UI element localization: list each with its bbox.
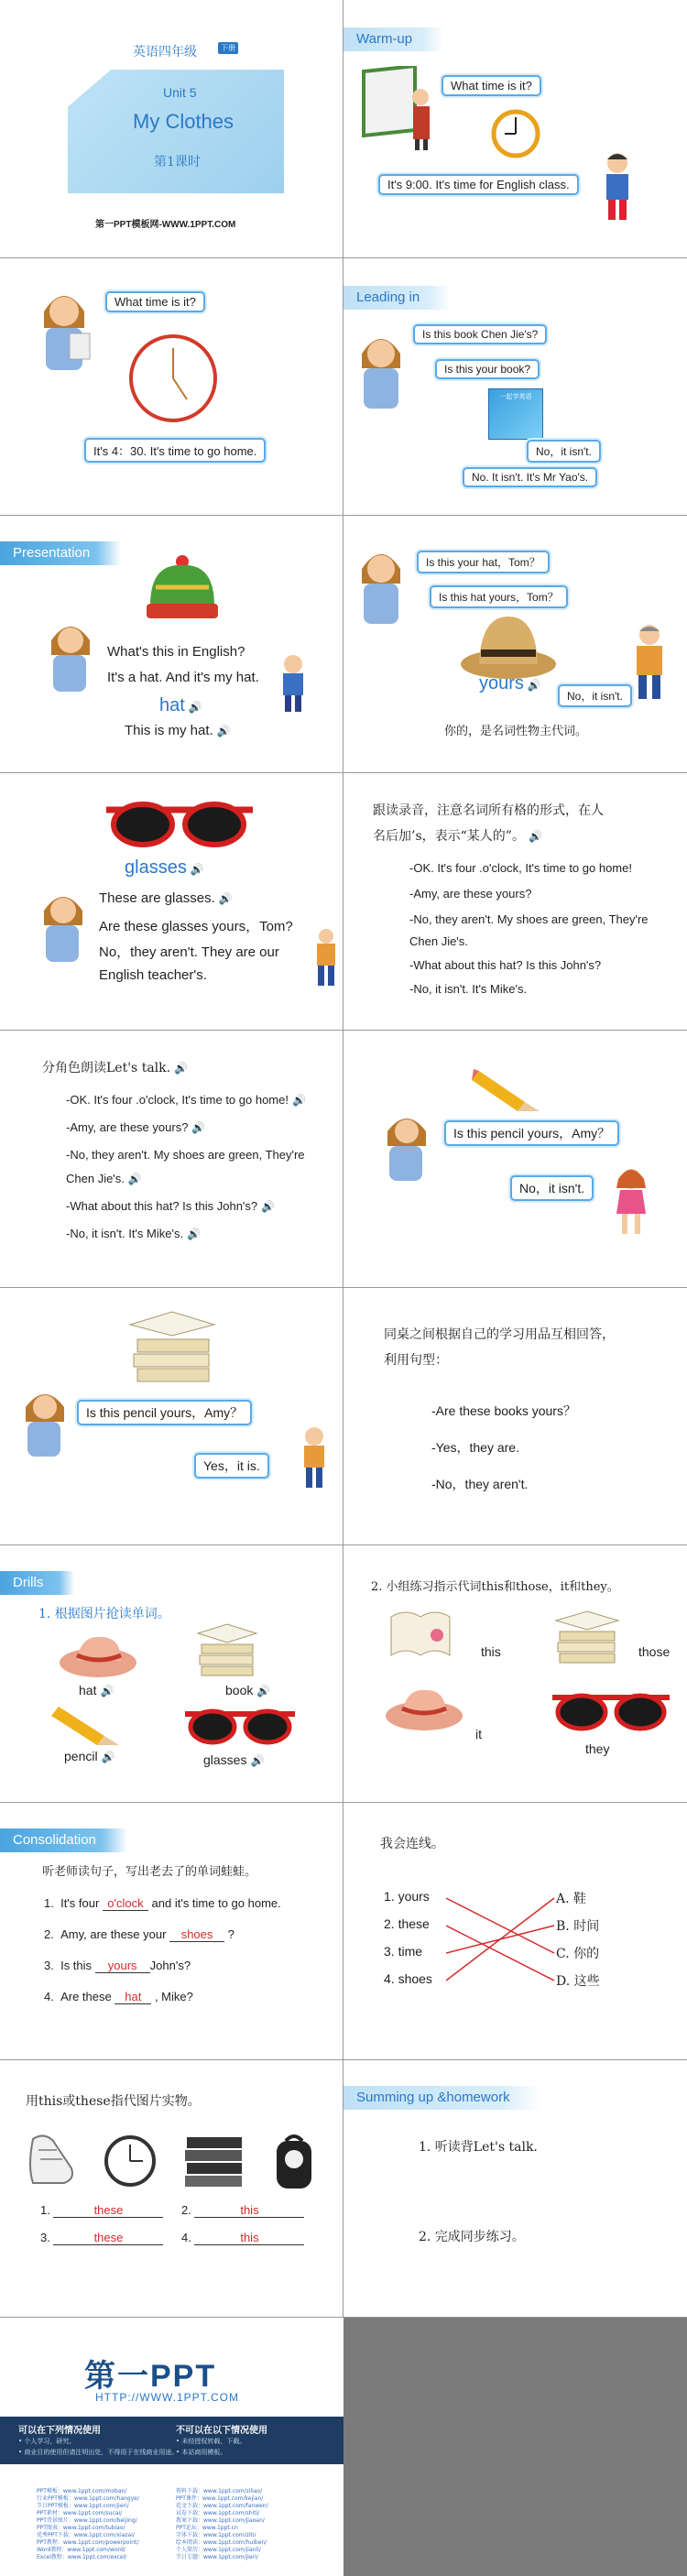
footer-link[interactable]: PPT课件：www.1ppt.com/kejian/ (176, 2495, 264, 2502)
slide-role-play[interactable] (0, 1031, 343, 1288)
footer-link[interactable]: Word教程：www.1ppt.com/word/ (37, 2547, 125, 2553)
fill-item: 2. Amy, are these your shoes ? (44, 1927, 234, 1941)
speaker-icon[interactable]: 🔊 (250, 1754, 265, 1767)
footer-link[interactable]: PPT教程：www.1ppt.com/powerpoint/ (37, 2539, 139, 2546)
teacher-illustration (378, 1109, 435, 1183)
boy-illustration (278, 653, 309, 714)
pencil-question-bubble: Is this pencil yours，Amy？ (77, 1400, 252, 1425)
match-right-item[interactable]: A. 鞋 (556, 1892, 587, 1906)
glasses-line-3: No，they aren't. They are our (99, 944, 279, 960)
word-glasses: glasses 🔊 (125, 857, 204, 878)
this-those-intro: 2. 小组练习指示代词this和those，it和they。 (371, 1580, 619, 1594)
boy-illustration (299, 1425, 330, 1490)
glasses-icon (552, 1688, 670, 1732)
books-icon (181, 2132, 247, 2192)
teacher-illustration (40, 617, 101, 692)
footer-link[interactable]: 优秀PPT下载：www.1ppt.com/xiazai/ (37, 2532, 135, 2538)
slide-leadin[interactable] (344, 258, 687, 516)
cover-grade-tag: 下册 (218, 42, 238, 54)
books-icon (125, 1308, 220, 1387)
pencil-question-bubble: Is this pencil yours，Amy？ (444, 1120, 619, 1146)
speaker-icon[interactable]: 🔊 (216, 725, 231, 737)
answer-item: 2. this (181, 2203, 304, 2218)
matching-intro: 我会连线。 (380, 1837, 444, 1851)
label-it: it (475, 1727, 482, 1741)
footer-link[interactable]: 绘本阅读：www.1ppt.com/huiben/ (176, 2539, 267, 2546)
glasses-icon (185, 1705, 295, 1747)
word-hat: hat 🔊 (159, 695, 202, 715)
answer-blank[interactable]: yours (95, 1959, 150, 1973)
answer-blank[interactable]: this (194, 2231, 304, 2245)
usage-allowed-2: • 商业目的使用但请注明出处，不得用于在线商业用途。 (18, 2449, 179, 2456)
footer-link[interactable]: PPT图表：www.1ppt.com/tubiao/ (37, 2525, 125, 2531)
match-right-item[interactable]: D. 这些 (556, 1974, 600, 1989)
teacher-illustration (16, 1385, 73, 1458)
time-question-bubble: What time is it? (105, 291, 205, 312)
hat-icon (143, 554, 222, 628)
match-right-item[interactable]: C. 你的 (556, 1947, 600, 1961)
label-those: those (638, 1644, 671, 1659)
shoe-icon (26, 2130, 77, 2190)
answer-blank[interactable]: these (53, 2231, 163, 2245)
word-yours: yours 🔊 (479, 673, 541, 693)
empty-slide-area (344, 2318, 687, 2576)
glasses-line-1: These are glasses. 🔊 (99, 890, 233, 906)
presentation-answer: It's a hat. And it's my hat. (107, 670, 259, 685)
summary-line-2: 2. 完成同步练习。 (419, 2230, 525, 2244)
usage-forbidden-2: • 本站商用模板。 (176, 2449, 227, 2456)
roleplay-intro: 分角色朗读Let's talk. 🔊 (42, 1061, 189, 1075)
slide-follow-reading[interactable] (344, 773, 687, 1031)
girl-illustration (613, 1166, 649, 1236)
clock-board-illustration (360, 66, 431, 150)
clock-icon (490, 106, 541, 161)
footer-link[interactable]: PPT论坛：www.1ppt.cn (176, 2525, 238, 2531)
presentation-question: What's this in English? (107, 644, 245, 660)
footer-link[interactable]: PPT背景图片：www.1ppt.com/beijing/ (37, 2517, 137, 2524)
footer-link[interactable]: 个人简历：www.1ppt.com/jianli/ (176, 2547, 261, 2553)
teacher-illustration (27, 284, 101, 372)
books-icon (552, 1610, 622, 1670)
answer-blank[interactable]: o'clock (103, 1896, 148, 1911)
match-right-item[interactable]: B. 时间 (556, 1919, 600, 1934)
pair-line-2: -Yes，they are. (431, 1440, 519, 1455)
glasses-line-4: English teacher's. (99, 967, 207, 983)
usage-allowed-1: • 个人学习，研究。 (18, 2438, 76, 2445)
footer-link[interactable]: 教案下载：www.1ppt.com/jiaoan/ (176, 2517, 265, 2524)
slide-presentation[interactable] (0, 516, 343, 773)
leadin-a2-bubble: No. It isn't. It's Mr Yao's. (463, 467, 597, 487)
usage-forbidden-1: • 未经授权转载、下载。 (176, 2438, 246, 2445)
drills-tag: Drills (0, 1571, 74, 1595)
pair-line-1: -Are these books yours？ (431, 1403, 576, 1418)
dialogue-line: -OK. It's four .o'clock, It's time to go home! (409, 861, 632, 875)
dialogue-line: -Amy, are these yours? 🔊 (66, 1120, 206, 1134)
teacher-illustration (349, 543, 413, 624)
speaker-icon[interactable]: 🔊 (528, 830, 542, 843)
presentation-sentence: This is my hat. 🔊 (125, 723, 231, 738)
slide-drills[interactable] (0, 1545, 343, 1803)
teacher-illustration (33, 887, 93, 964)
slide-pencil-no[interactable] (344, 1031, 687, 1288)
links-right (176, 2488, 313, 2561)
slide-pair-practice[interactable] (344, 1288, 687, 1545)
drill-word: glasses 🔊 (203, 1752, 265, 1767)
leadin-a1-bubble: No，it isn't. (527, 440, 601, 463)
drills-intro: 1. 根据图片抢读单词。 (38, 1607, 170, 1621)
slide-summary[interactable] (344, 2060, 687, 2318)
summary-line-1: 1. 听读背Let's talk. (419, 2140, 538, 2155)
dialogue-line: -What about this hat? Is this John's? 🔊 (66, 1199, 276, 1213)
pair-intro-1: 同桌之间根据自己的学习用品互相回答， (384, 1327, 615, 1342)
speaker-icon[interactable]: 🔊 (256, 1685, 271, 1697)
speaker-icon[interactable]: 🔊 (291, 1094, 306, 1107)
summary-tag: Summing up &homework (344, 2086, 541, 2110)
dialogue-line: -No, it isn't. It's Mike's. 🔊 (66, 1227, 202, 1240)
backpack-icon (271, 2132, 317, 2192)
yours-note: 你的，是名词性物主代词。 (444, 725, 588, 738)
warmup-answer-bubble: It's 9:00. It's time for English class. (378, 174, 579, 195)
speaker-icon[interactable]: 🔊 (218, 892, 233, 905)
dialogue-line: -No, they aren't. My shoes are green, They're (66, 1148, 305, 1162)
pencil-yes-bubble: Yes，it is. (194, 1453, 269, 1479)
man-illustration (629, 622, 670, 701)
fill-item: 3. Is this yours John's? (44, 1959, 191, 1972)
glasses-line-2: Are these glasses yours，Tom? (99, 919, 293, 934)
footer-link[interactable]: Excel教程：www.1ppt.com/excel/ (37, 2554, 127, 2560)
hat-icon (382, 1683, 466, 1734)
slide-matching[interactable] (344, 1803, 687, 2060)
hat-icon (459, 611, 558, 682)
footer-link[interactable]: 字体下载：www.1ppt.com/ziti/ (176, 2532, 256, 2538)
consolidation-tag: Consolidation (0, 1828, 127, 1852)
speaker-icon[interactable]: 🔊 (187, 1228, 202, 1240)
dialogue-line: -No, it isn't. It's Mike's. (409, 982, 528, 996)
pencil-answer-bubble: No，it isn't. (510, 1175, 594, 1201)
pencil-icon (472, 1062, 541, 1113)
speaker-icon[interactable]: 🔊 (261, 1200, 276, 1213)
glasses-icon (106, 795, 253, 850)
answer-item: 1. these (40, 2203, 163, 2218)
time-answer-bubble: It's 4：30. It's time to go home. (84, 438, 266, 463)
leadin-q1-bubble: Is this book Chen Jie's? (413, 324, 547, 344)
warmup-question-bubble: What time is it? (442, 75, 541, 96)
answer-item: 3. these (40, 2231, 163, 2245)
leadin-tag: Leading in (344, 286, 451, 310)
boy-illustration (598, 150, 637, 224)
speaker-icon[interactable]: 🔊 (127, 1173, 142, 1185)
cover-grade: 英语四年级 (133, 45, 197, 60)
footer-link[interactable]: 行业PPT模板：www.1ppt.com/hangye/ (37, 2495, 139, 2502)
man-illustration (313, 927, 339, 988)
brand-logo: 第一PPT (84, 2359, 217, 2394)
footer-link[interactable]: 资料下载：www.1ppt.com/ziliao/ (176, 2488, 263, 2494)
dialogue-line: -What about this hat? Is this John's? (409, 958, 602, 972)
clock-icon (126, 332, 220, 425)
match-left-item[interactable]: 1. yours (384, 1889, 430, 1904)
slide-pencil-yes[interactable] (0, 1288, 343, 1545)
brand-url[interactable]: HTTP://WWW.1PPT.COM (95, 2391, 239, 2404)
usage-allowed-title: 可以在下列情况使用 (18, 2426, 101, 2436)
answer-blank[interactable]: shoes (169, 1927, 224, 1942)
consolidation-intro: 听老师读句子，写出老去了的单词蛙蛙。 (42, 1865, 257, 1879)
slide-this-these[interactable] (0, 2060, 343, 2318)
cover-site: 第一PPT模板网-WWW.1PPT.COM (95, 220, 236, 230)
match-left-item[interactable]: 3. time (384, 1944, 423, 1959)
slide-warmup[interactable] (344, 0, 687, 257)
book-icon (386, 1604, 455, 1661)
match-left-item[interactable]: 2. these (384, 1916, 430, 1931)
brand-usage-band (0, 2417, 344, 2464)
cover-lesson: 第1课时 (154, 155, 201, 169)
teacher-illustration (349, 328, 413, 410)
cover-unit: Unit 5 (163, 85, 197, 100)
answer-blank[interactable]: hat (114, 1990, 151, 2004)
speaker-icon[interactable]: 🔊 (188, 701, 202, 714)
this-these-intro: 用this或these指代图片实物。 (26, 2094, 201, 2109)
warmup-tag: Warm-up (344, 27, 443, 51)
dialogue-line: -OK. It's four .o'clock, It's time to go home! 🔊 (66, 1093, 306, 1107)
slide-consolidation[interactable] (0, 1803, 343, 2060)
match-left-item[interactable]: 4. shoes (384, 1971, 432, 1986)
presentation-tag: Presentation (0, 541, 121, 565)
dialogue-line: -Amy, are these yours? (409, 887, 532, 901)
fill-item: 4. Are these hat , Mike? (44, 1990, 193, 2003)
slide-this-those[interactable] (344, 1545, 687, 1803)
answer-item: 4. this (181, 2231, 304, 2245)
label-they: they (585, 1741, 610, 1756)
speaker-icon[interactable]: 🔊 (527, 679, 541, 692)
speaker-icon[interactable]: 🔊 (174, 1062, 189, 1075)
slide-yours[interactable] (344, 516, 687, 773)
cover-title: My Clothes (133, 110, 234, 133)
drill-word: hat 🔊 (79, 1683, 114, 1697)
footer-link[interactable]: 范文下载：www.1ppt.com/fanwen/ (176, 2503, 268, 2509)
footer-link[interactable]: 节日PPT模板：www.1ppt.com/jieri/ (37, 2503, 129, 2509)
speaker-icon[interactable]: 🔊 (191, 1121, 206, 1134)
usage-forbidden-title: 不可以在以下情况使用 (176, 2426, 267, 2436)
dialogue-line: Chen Jie's. (409, 934, 468, 948)
slide-cover[interactable] (0, 0, 343, 257)
dialogue-line: Chen Jie's. 🔊 (66, 1172, 142, 1185)
slide-branding[interactable] (0, 2318, 344, 2576)
drill-word: pencil 🔊 (64, 1749, 115, 1763)
speaker-icon[interactable]: 🔊 (100, 1685, 114, 1697)
yours-q2-bubble: Is this hat yours，Tom？ (430, 585, 568, 608)
follow-intro-1: 跟读录音，注意名词所有格的形式，在人 (373, 803, 604, 818)
pencil-icon (51, 1699, 121, 1747)
label-this: this (481, 1644, 501, 1659)
speaker-icon[interactable]: 🔊 (190, 863, 204, 876)
yours-q1-bubble: Is this your hat，Tom？ (417, 551, 550, 573)
footer-link[interactable]: 试卷下载：www.1ppt.com/shiti/ (176, 2510, 260, 2516)
speaker-icon[interactable]: 🔊 (101, 1751, 115, 1763)
dialogue-line: -No, they aren't. My shoes are green, They're (409, 912, 649, 926)
leadin-q2-bubble: Is this your book? (435, 359, 540, 379)
books-icon (194, 1622, 260, 1681)
answer-blank[interactable]: this (194, 2203, 304, 2218)
book-icon (488, 388, 543, 440)
hat-icon (57, 1630, 139, 1681)
slide-glasses[interactable] (0, 773, 343, 1031)
drill-word: book 🔊 (225, 1683, 271, 1697)
pair-line-3: -No，they aren't. (431, 1477, 529, 1491)
fill-item: 1. It's four o'clock and it's time to go home. (44, 1896, 281, 1910)
book-title: 一起学英语 (499, 393, 532, 400)
clock-icon (103, 2134, 158, 2189)
follow-intro-2: 名后加’s，表示“某人的”。 🔊 (373, 829, 542, 844)
footer-link[interactable]: PPT素材：www.1ppt.com/sucai/ (37, 2510, 123, 2516)
footer-link[interactable]: PPT模板：www.1ppt.com/moban/ (37, 2488, 127, 2494)
slide-time-home[interactable] (0, 258, 343, 516)
footer-link[interactable]: 节日专题：www.1ppt.com/jieri/ (176, 2554, 258, 2560)
pair-intro-2: 利用句型： (384, 1353, 448, 1368)
matching-lines (446, 1894, 556, 1982)
yours-answer-bubble: No，it isn't. (558, 684, 632, 707)
answer-blank[interactable]: these (53, 2203, 163, 2218)
links-left (37, 2488, 174, 2561)
